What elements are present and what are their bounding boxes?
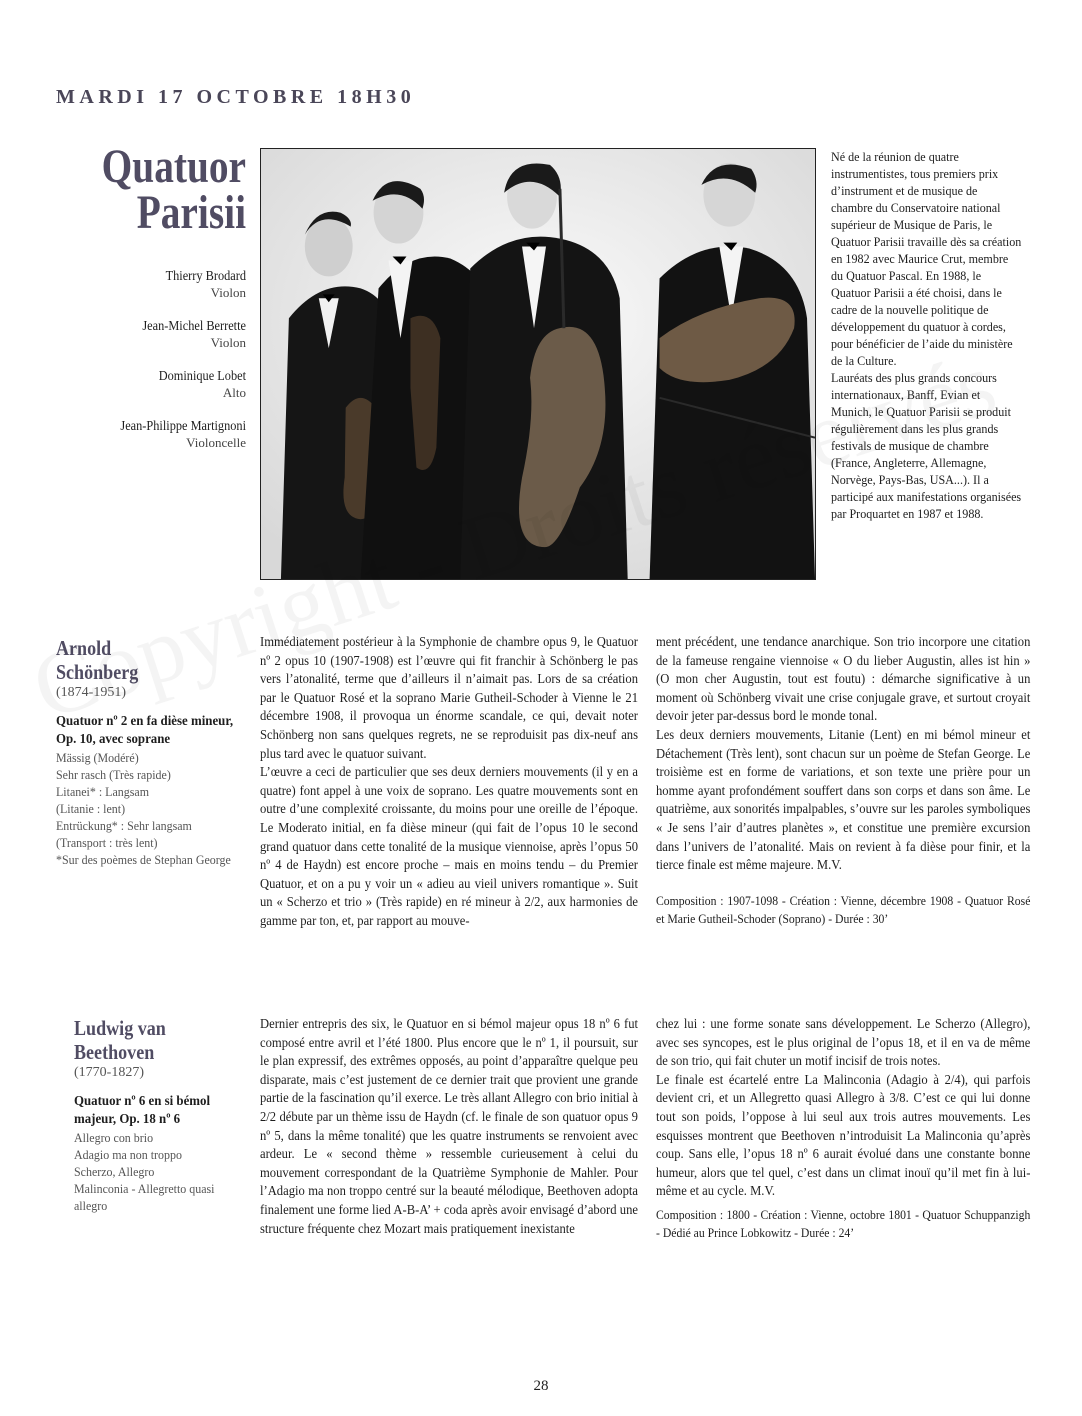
article-paragraph: chez lui : une forme sonate sans développement. Le Scherzo (Allegro), avec ses syncopes, est le plus original de l’opus 18, et il en va de même de son trio, qui fait chuter un motif incisif de trois notes. bbox=[656, 1017, 1031, 1070]
article-paragraph: Les deux derniers mouvements, Litanie (Lent) en mi bémol mineur et Détachement (Très lent), sont chacun sur un poème de Stefan George. Le troisième est en forme de variations, et son texte une prière pour un homme ayant profondément souffert dans son corps et dans son âme. Le quatrième, aux sonorités impalpables, s’ouvre sur les paroles symboliques « Je sens l’air d’autres planètes », et constitue une première excursion dans l’univers de l’atonalité. Mais on revient à fa dièse pour finir, et la tierce finale est même majeure. M.V. bbox=[656, 727, 1031, 874]
member-name: Jean-Philippe Martignoni bbox=[120, 419, 246, 434]
member bbox=[46, 418, 246, 450]
composer-name-line2: Beethoven bbox=[74, 1040, 155, 1064]
member-name: Thierry Brodard bbox=[165, 269, 246, 284]
beethoven-text-column-1 bbox=[260, 1016, 638, 1239]
member-instrument: Violoncelle bbox=[186, 435, 246, 450]
schoenberg-text-column-2 bbox=[656, 634, 1030, 928]
schoenberg-sidebar bbox=[56, 636, 252, 868]
work-credits: Composition : 1907-1098 - Création : Vienne, décembre 1908 - Quatuor Rosé et Marie Gutheil-Schoder (Soprano) - Durée : 30’ bbox=[656, 892, 1031, 926]
composer-dates: (1770-1827) bbox=[74, 1065, 144, 1080]
beethoven-text-column-2 bbox=[656, 1016, 1030, 1242]
quartet-photo-illustration bbox=[261, 149, 815, 579]
movement-item: Allegro con brio bbox=[74, 1130, 154, 1145]
ensemble-title bbox=[101, 140, 246, 239]
member-instrument: Violon bbox=[210, 285, 246, 300]
beethoven-sidebar bbox=[74, 1016, 252, 1214]
member-name: Jean-Michel Berrette bbox=[142, 319, 246, 334]
biography-paragraph: Né de la réunion de quatre instrumentistes, tous premiers prix d’instrument et de musique de chambre du Conservatoire national supérieur de Musique de Paris, le Quatuor Parisii travaille dès sa création en 1982 avec Maurice Crut, membre du Quatuor Pascal. En 1988, le Quatuor Parisii a été choisi, dans le cadre de la nouvelle politique de développement du quatuor à cordes, pour bénéficier de l’aide du ministère de la Culture. bbox=[831, 149, 1022, 368]
movement-item: (Litanie : lent) bbox=[56, 801, 126, 816]
ensemble-title-line2: Parisii bbox=[136, 186, 246, 239]
movement-item: Litanei* : Langsam bbox=[56, 784, 150, 799]
composer-name-line1: Arnold bbox=[56, 636, 112, 660]
movement-list bbox=[56, 749, 236, 868]
article-paragraph: Dernier entrepris des six, le Quatuor en si bémol majeur opus 18 nº 6 fut composé entre avril et l’été 1800. Plus encore que le nº 1, il poursuit, sur le plan expressif, des extrêmes opposés, au point d’apparaître quelque peu disparate, mais c’est justement de ce dernier trait que provient une grande partie de la fascination qu’il exerce. Le très allant Allegro con brio initial à 2/2 débute par un thème issu de Haydn (cf. le finale de son quatuor opus 9 nº 5, dans la même tonalité) que les quatre instruments se renvoient avec ardeur. Le « second thème » ressemble curieusement à celui du mouvement correspondant de la Quatrième Symphonie de Mahler. Pour l’Adagio ma non troppo centré sur la beauté mélodique, Beethoven adopta finalement une forme lied A-B-A’ + coda après avoir envisagé d’abord une structure fréquente chez Mozart mais pratiquement inexistante bbox=[260, 1017, 638, 1237]
article-paragraph: L’œuvre a ceci de particulier que ses deux derniers mouvements (il y en a quatre) font appel à une voix de soprano. Les quatre mouvements sont en outre d’une complexité croissante, du moins pour une oreille de l’époque. Le Moderato initial, en fa dièse mineur (qui fait de l’opus 10 le second grand quatuor dans cette tonalité de la musique viennoise, après l’opus 50 nº 4 de Haydn) est encore proche – mais en moins tendu – du Premier Quatuor, et on a pu y voir un « adieu au vieil univers romantique ». Suit un « Scherzo et trio » (Très rapide) en ré mineur à 2/2, aux harmonies de gamme par ton, et, par rapport au mouve- bbox=[260, 765, 638, 929]
member bbox=[46, 268, 246, 300]
member-name: Dominique Lobet bbox=[158, 369, 246, 384]
ensemble-members bbox=[46, 268, 246, 468]
article-paragraph: ment précédent, une tendance anarchique. Son trio incorpore une citation de la fameuse rengaine viennoise « O du lieber Augustin, alles ist hin » (O mon cher Augustin, tout est foutu) : démarche significative à un moment où Schönberg vivait une crise conjugale grave, et surtout croyait devoir jeter par-dessus bord le monde tonal. bbox=[656, 635, 1031, 725]
movement-item: Sehr rasch (Très rapide) bbox=[56, 767, 171, 782]
schoenberg-text-column-1 bbox=[260, 634, 638, 932]
composer-name bbox=[74, 1016, 227, 1064]
work-title: Quatuor nº 6 en si bémol majeur, Op. 18 nº 6 bbox=[74, 1094, 211, 1127]
composer-dates: (1874-1951) bbox=[56, 685, 126, 700]
member-instrument: Violon bbox=[210, 335, 246, 350]
movement-item: Entrückung* : Sehr langsam bbox=[56, 818, 192, 833]
composer-name-line1: Ludwig van bbox=[74, 1016, 166, 1040]
movement-item: Adagio ma non troppo bbox=[74, 1147, 182, 1162]
movement-list bbox=[74, 1129, 238, 1214]
member bbox=[46, 368, 246, 400]
ensemble-title-line1: Quatuor bbox=[101, 140, 246, 193]
movement-item: Scherzo, Allegro bbox=[74, 1164, 155, 1179]
movement-item: Mässig (Modéré) bbox=[56, 750, 139, 765]
work-credits: Composition : 1800 - Création : Vienne, octobre 1801 - Quatuor Schuppanzigh - Dédié au Prince Lobkowitz - Durée : 24’ bbox=[656, 1206, 1031, 1240]
ensemble-photo bbox=[260, 148, 816, 580]
biography-paragraph: Lauréats des plus grands concours internationaux, Banff, Evian et Munich, le Quatuor Parisii se produit régulièrement dans les plus grands festivals de musique de chambre (France, Angleterre, Allemagne, Norvège, Pays-Bas, USA...). Il a participé aux manifestations organisées par Proquartet en 1987 et 1988. bbox=[831, 370, 1022, 521]
page-header-date: MARDI 17 OCTOBRE 18H30 bbox=[56, 86, 416, 108]
page-number: 28 bbox=[533, 1378, 549, 1394]
work-title: Quatuor nº 2 en fa dièse mineur, Op. 10, avec soprane bbox=[56, 714, 234, 747]
member-instrument: Alto bbox=[222, 385, 246, 400]
composer-name-line2: Schönberg bbox=[56, 660, 139, 684]
member bbox=[46, 318, 246, 350]
article-paragraph: Le finale est écartelé entre La Malinconia (Adagio à 2/4), qui parfois devient cri, et un Allegretto quasi Allegro à 3/8. C’est ce qui lui donne tout son poids, l’oppose à lui seul aux trois autres mouvements. Les esquisses montrent que Beethoven n’introduisit La Malinconia qu’après coup. Sans elle, l’opus 18 nº 6 aurait évolué dans une constante bonne humeur, alors que tel quel, c’est dans un climat inouï qu’il met fin à lui-même et au cycle. M.V. bbox=[656, 1072, 1031, 1200]
article-paragraph: Immédiatement postérieur à la Symphonie de chambre opus 9, le Quatuor nº 2 opus 10 (1907-1908) est l’œuvre qui fit franchir à Schönberg le pas vers l’atonalité, terme que d’ailleurs il n’aimait pas. Lors de sa création par le Quatuor Rosé et la soprano Marie Gutheil-Schoder à Vienne le 21 décembre 1908, il provoqua un énorme scandale, ce qui, devait noter Schönberg non sans quelques regrets, ne se reproduisit pas dix-neuf ans plus tard avec le quatuor suivant. bbox=[260, 635, 638, 762]
movement-item: Malinconia - Allegretto quasi allegro bbox=[74, 1181, 215, 1213]
movement-item: (Transport : très lent) bbox=[56, 835, 158, 850]
ensemble-biography bbox=[831, 148, 1022, 522]
movement-item: *Sur des poèmes de Stephan George bbox=[56, 852, 231, 867]
composer-name bbox=[56, 636, 225, 684]
